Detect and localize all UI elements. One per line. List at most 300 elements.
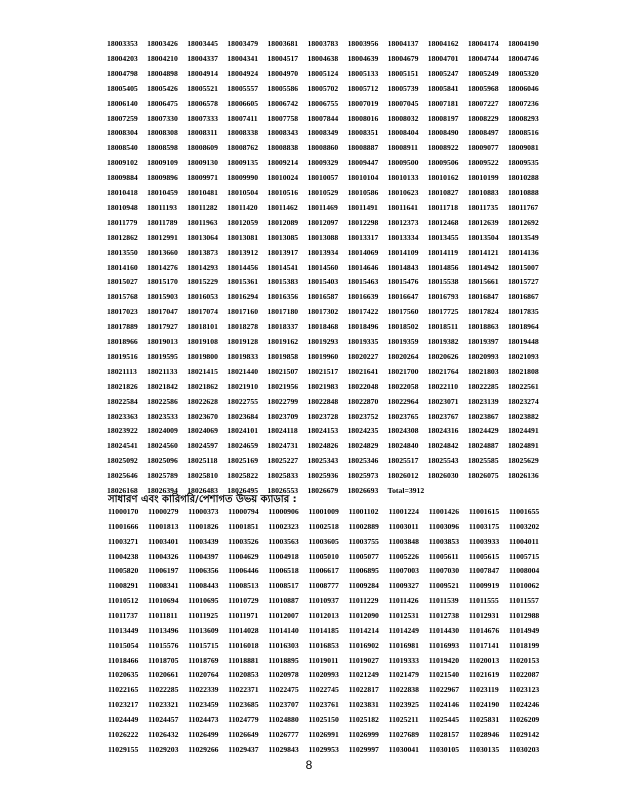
roll-number: 18021133 xyxy=(147,366,178,376)
roll-row xyxy=(107,336,548,348)
roll-number: 18024069 xyxy=(187,426,218,436)
roll-number: 18010104 xyxy=(347,173,379,183)
roll-number: 18006475 xyxy=(147,98,178,108)
roll-row xyxy=(107,276,548,288)
roll-number: 18021826 xyxy=(107,381,138,391)
roll-number: 11023925 xyxy=(388,700,419,710)
roll-number: 18017302 xyxy=(307,307,339,317)
roll-number: 18024009 xyxy=(147,426,178,436)
roll-number: 18012991 xyxy=(147,232,178,242)
roll-number: 11018769 xyxy=(188,655,219,665)
roll-number: 18011789 xyxy=(147,217,178,227)
roll-number: 18011282 xyxy=(187,202,218,212)
roll-number: 11005226 xyxy=(388,551,419,561)
roll-number: 11011426 xyxy=(388,596,419,606)
roll-number: 11001102 xyxy=(348,507,379,516)
roll-number: 18016793 xyxy=(427,292,459,302)
roll-number: 11018199 xyxy=(508,640,540,650)
roll-number: 18013064 xyxy=(187,232,218,242)
roll-number: 18008229 xyxy=(467,113,499,123)
roll-number: 18026168 xyxy=(107,486,138,495)
roll-number: 18010459 xyxy=(147,188,178,197)
roll-number: 18013085 xyxy=(267,232,299,242)
roll-row xyxy=(107,411,548,423)
roll-number: 18023867 xyxy=(467,411,499,421)
roll-number: 11010694 xyxy=(148,596,179,606)
roll-number: 18007844 xyxy=(307,113,339,123)
roll-number: 18005521 xyxy=(187,83,218,93)
roll-number: 18012089 xyxy=(267,217,299,227)
roll-number: 11001666 xyxy=(108,521,139,531)
roll-number: 18015661 xyxy=(467,277,499,287)
roll-number: 18007236 xyxy=(507,98,539,108)
roll-number: 18024101 xyxy=(227,426,259,436)
roll-number: 18025936 xyxy=(307,471,339,481)
roll-number: 11030135 xyxy=(468,744,500,754)
roll-number: 18015383 xyxy=(267,277,299,287)
roll-number: 18018101 xyxy=(187,322,218,332)
roll-number: 18023728 xyxy=(307,411,339,421)
roll-row xyxy=(108,565,549,577)
roll-number: 18021862 xyxy=(187,381,218,391)
roll-number: 18026495 xyxy=(227,486,259,495)
roll-row xyxy=(107,83,548,95)
roll-number: 11022838 xyxy=(388,685,419,695)
roll-number: 11011557 xyxy=(508,596,539,606)
roll-number: 18004924 xyxy=(227,68,259,78)
roll-number: 18024659 xyxy=(227,441,259,451)
roll-number: 18024308 xyxy=(387,426,419,436)
roll-number: 18015727 xyxy=(507,277,539,287)
roll-number: 18013917 xyxy=(267,247,299,257)
roll-number: 18025543 xyxy=(427,456,459,466)
roll-number: 18008349 xyxy=(307,128,339,138)
roll-number: 18013549 xyxy=(507,232,539,242)
roll-number: 18009109 xyxy=(147,158,178,168)
roll-number: 18004639 xyxy=(347,53,379,63)
roll-number: 18009506 xyxy=(427,158,459,168)
roll-number: 18008343 xyxy=(267,128,299,138)
roll-number: 11023685 xyxy=(228,700,259,710)
roll-number: 11002889 xyxy=(348,521,379,531)
roll-number: 18017160 xyxy=(227,307,259,317)
roll-number: 18022848 xyxy=(307,396,339,406)
roll-number: 11008004 xyxy=(508,566,540,576)
roll-number: 18008516 xyxy=(507,128,539,138)
roll-number: 11025211 xyxy=(388,714,419,724)
roll-number: 18008609 xyxy=(187,143,218,153)
roll-number: 18007045 xyxy=(387,98,419,108)
roll-number: 11023459 xyxy=(188,700,219,710)
roll-number: 11003175 xyxy=(468,521,500,531)
roll-number: 11022165 xyxy=(108,685,139,695)
roll-number: 11005715 xyxy=(508,551,540,561)
roll-number: 18013317 xyxy=(347,232,379,242)
roll-number: 18019595 xyxy=(147,351,178,361)
roll-number: 18014293 xyxy=(187,262,218,272)
roll-number: 18015476 xyxy=(387,277,419,287)
roll-number: 18012692 xyxy=(507,217,539,227)
section-heading-general-and-technical-cadre: সাধারণ এবং কারিগরি/পেশাগত উভয় ক্যাডার : xyxy=(108,494,297,505)
roll-number: 18021808 xyxy=(507,366,539,376)
roll-number: 18004210 xyxy=(147,53,178,63)
roll-number: 18025810 xyxy=(187,471,218,481)
roll-number: 18025092 xyxy=(107,456,138,466)
roll-number: 18005702 xyxy=(307,83,339,93)
roll-number: 18021983 xyxy=(307,381,339,391)
roll-number: 18014121 xyxy=(467,247,499,257)
roll-number: 11014028 xyxy=(228,625,259,635)
roll-number: 18016053 xyxy=(187,292,218,302)
roll-number: 18013334 xyxy=(387,232,419,242)
roll-number: 18015903 xyxy=(147,292,178,302)
roll-number: 18019516 xyxy=(107,351,138,361)
roll-number: 18008838 xyxy=(267,143,299,153)
roll-number: 11022285 xyxy=(148,685,179,695)
roll-number: 18014160 xyxy=(107,262,138,272)
roll-row xyxy=(108,684,549,696)
roll-number: 18012059 xyxy=(227,217,259,227)
roll-number: 11009284 xyxy=(348,581,379,591)
roll-number: 18015538 xyxy=(427,277,459,287)
roll-number: 11029843 xyxy=(268,744,299,754)
roll-number: 18026394 xyxy=(147,486,178,495)
roll-number: 18013455 xyxy=(427,232,459,242)
roll-number: 18008304 xyxy=(107,128,138,138)
roll-number: 11016018 xyxy=(228,640,259,650)
roll-number: 11008517 xyxy=(268,581,299,591)
roll-number: 18010827 xyxy=(427,188,459,197)
roll-number: 11012738 xyxy=(428,610,460,620)
roll-number: 18026012 xyxy=(387,471,419,481)
roll-number: 11012988 xyxy=(508,610,540,620)
roll-number: 18021956 xyxy=(267,381,299,391)
roll-number: 18004914 xyxy=(187,68,218,78)
roll-number: 18006140 xyxy=(107,98,138,108)
roll-number: 11007003 xyxy=(388,566,419,576)
roll-number: 18010133 xyxy=(387,173,419,183)
roll-number: 11011229 xyxy=(348,596,379,606)
roll-number: 11004238 xyxy=(108,551,139,561)
roll-number: 18004638 xyxy=(307,53,339,63)
roll-number: 11005611 xyxy=(428,551,459,561)
roll-number: 18007181 xyxy=(427,98,459,108)
roll-number: 11008443 xyxy=(188,581,219,591)
roll-number: 18015007 xyxy=(507,262,539,272)
roll-number: 18014541 xyxy=(267,262,299,272)
roll-number: 18008404 xyxy=(387,128,419,138)
roll-number: 18010199 xyxy=(467,173,499,183)
roll-number: 18008911 xyxy=(387,143,418,153)
roll-number: 11013609 xyxy=(188,625,219,635)
roll-number: 11016303 xyxy=(268,640,299,650)
roll-number: 18010516 xyxy=(267,188,299,197)
roll-number: 11014140 xyxy=(268,625,299,635)
roll-number: 18017835 xyxy=(507,307,539,317)
roll-number: 18023882 xyxy=(507,411,539,421)
roll-number: 18007330 xyxy=(147,113,178,123)
roll-number: 18008762 xyxy=(227,143,259,153)
roll-number: 11024449 xyxy=(108,714,139,724)
roll-number: 18010418 xyxy=(107,188,138,197)
roll-row xyxy=(107,291,548,303)
roll-number: 11012007 xyxy=(268,610,299,620)
roll-number: 11001224 xyxy=(388,507,419,516)
roll-row xyxy=(107,306,548,318)
roll-row xyxy=(107,425,548,437)
roll-row xyxy=(108,506,549,518)
roll-number: 11024190 xyxy=(468,700,500,710)
roll-number: 18019359 xyxy=(387,337,419,346)
roll-number: 11002323 xyxy=(268,521,299,531)
roll-number: 11001655 xyxy=(508,507,540,516)
roll-number: 11020853 xyxy=(228,670,259,680)
roll-number: 18023752 xyxy=(347,411,379,421)
roll-number: 18005557 xyxy=(227,83,259,93)
roll-number: 18005133 xyxy=(347,68,379,78)
roll-row xyxy=(108,744,549,756)
roll-number: 11005010 xyxy=(308,551,339,561)
roll-row xyxy=(107,202,548,214)
roll-number: 11010729 xyxy=(228,596,259,606)
roll-number: 18009522 xyxy=(467,158,499,168)
roll-number: 11014430 xyxy=(428,625,460,635)
roll-number: 11022339 xyxy=(188,685,219,695)
roll-number: 18018468 xyxy=(307,322,339,332)
roll-number: 18018278 xyxy=(227,322,259,332)
roll-number: 11001009 xyxy=(308,507,339,516)
roll-number: 18013912 xyxy=(227,247,259,257)
roll-number: 18003681 xyxy=(267,39,299,48)
roll-number: 11026991 xyxy=(308,729,339,739)
roll-number: 18006742 xyxy=(267,98,299,108)
roll-number: 18019013 xyxy=(147,337,178,346)
roll-number: 18021093 xyxy=(507,351,539,361)
roll-number: 18021764 xyxy=(427,366,459,376)
roll-row xyxy=(107,396,548,408)
roll-number: 11026499 xyxy=(188,729,219,739)
roll-number: 18022285 xyxy=(467,381,499,391)
roll-number: 11008291 xyxy=(108,581,139,591)
page-number: 8 xyxy=(305,758,313,772)
roll-number: 18003956 xyxy=(347,39,379,48)
roll-number: 18017422 xyxy=(347,307,379,317)
roll-number: 11003271 xyxy=(108,536,139,546)
roll-number: 11004629 xyxy=(228,551,259,561)
roll-number: 11023321 xyxy=(148,700,179,710)
roll-number: 18011491 xyxy=(347,202,378,212)
roll-number: 18019382 xyxy=(427,337,459,346)
roll-number: 18015027 xyxy=(107,277,138,287)
roll-number: 11024473 xyxy=(188,714,219,724)
roll-number: 11030203 xyxy=(508,744,540,754)
roll-number: 18008540 xyxy=(107,143,138,153)
roll-row xyxy=(107,351,548,363)
roll-row xyxy=(107,68,548,80)
roll-number: 11023761 xyxy=(308,700,339,710)
roll-number: 11023119 xyxy=(468,685,499,695)
roll-number: 18004744 xyxy=(467,53,499,63)
roll-number: 18023533 xyxy=(147,411,178,421)
roll-number: 11004326 xyxy=(148,551,179,561)
roll-number: 18016847 xyxy=(467,292,499,302)
roll-number: 11020661 xyxy=(148,670,179,680)
roll-number: 18025169 xyxy=(227,456,259,466)
roll-number: 11023707 xyxy=(268,700,299,710)
roll-number: 18016647 xyxy=(387,292,419,302)
roll-number: 18023274 xyxy=(507,396,539,406)
roll-number: 11017141 xyxy=(468,640,500,650)
roll-number: 11010512 xyxy=(108,596,139,606)
roll-number: 18009896 xyxy=(147,173,178,183)
roll-number: 11011811 xyxy=(148,610,178,620)
roll-number: 18013660 xyxy=(147,247,178,257)
roll-number: 11006446 xyxy=(228,566,259,576)
roll-number: 11022817 xyxy=(348,685,379,695)
roll-number: 18009329 xyxy=(307,158,339,168)
roll-number: 11014949 xyxy=(508,625,540,635)
roll-number: 11001851 xyxy=(228,521,259,531)
roll-number: 11012013 xyxy=(308,610,339,620)
roll-number: 18006755 xyxy=(307,98,339,108)
roll-number: 18022799 xyxy=(267,396,299,406)
roll-number: 18004746 xyxy=(507,53,539,63)
roll-number: 18005586 xyxy=(267,83,299,93)
roll-number: 18009102 xyxy=(107,158,138,168)
roll-number: 18010288 xyxy=(507,173,539,183)
roll-number: 18010888 xyxy=(507,188,539,197)
roll-number: 18025585 xyxy=(467,456,499,466)
roll-number: 18008197 xyxy=(427,113,459,123)
roll-number: 18025822 xyxy=(227,471,259,481)
roll-number: 11012090 xyxy=(348,610,379,620)
roll-number: 18003479 xyxy=(227,39,259,48)
roll-number: 11016981 xyxy=(388,640,419,650)
roll-number: 18017560 xyxy=(387,307,419,317)
roll-number: 11012931 xyxy=(468,610,500,620)
roll-number: 11015054 xyxy=(108,640,139,650)
roll-number: 18023709 xyxy=(267,411,299,421)
roll-row xyxy=(108,521,549,533)
roll-number: 11003401 xyxy=(148,536,179,546)
roll-number: 18014119 xyxy=(427,247,459,257)
roll-number: 11027689 xyxy=(388,729,419,739)
roll-number: 11016902 xyxy=(348,640,379,650)
roll-number: 11002518 xyxy=(308,521,339,531)
roll-number: 11013449 xyxy=(108,625,139,635)
roll-number: 18005841 xyxy=(427,83,459,93)
roll-number: 11029203 xyxy=(148,744,179,754)
roll-number: 18019397 xyxy=(467,337,499,346)
roll-number: 11018466 xyxy=(108,655,139,665)
roll-number: 18026030 xyxy=(427,471,459,481)
roll-number: 18012862 xyxy=(107,232,138,242)
roll-number: 18018511 xyxy=(427,322,459,332)
roll-number: 11028157 xyxy=(428,729,460,739)
roll-number: 18018863 xyxy=(467,322,499,332)
roll-number: 18023139 xyxy=(467,396,499,406)
roll-row xyxy=(107,142,548,154)
roll-number: 18014109 xyxy=(387,247,419,257)
roll-number: 18008922 xyxy=(427,143,459,153)
roll-number: 18015403 xyxy=(307,277,339,287)
roll-number: 18008016 xyxy=(347,113,379,123)
roll-number: 18010481 xyxy=(187,188,218,197)
roll-number: 18019448 xyxy=(507,337,539,346)
roll-number: 18019800 xyxy=(187,351,218,361)
roll-number: 18005739 xyxy=(387,83,419,93)
roll-number: 11021479 xyxy=(388,670,419,680)
roll-number: 11026209 xyxy=(508,714,540,724)
roll-number: 18010057 xyxy=(307,173,339,183)
roll-number: 18004162 xyxy=(427,39,459,48)
roll-number: 18010948 xyxy=(107,202,138,212)
roll-number: 11024457 xyxy=(148,714,179,724)
roll-number: 18006605 xyxy=(227,98,259,108)
roll-number: 18017180 xyxy=(267,307,299,317)
roll-number: 18008490 xyxy=(427,128,459,138)
roll-number: 18008338 xyxy=(227,128,259,138)
roll-number: 18025096 xyxy=(147,456,178,466)
roll-number: 18023765 xyxy=(387,411,419,421)
roll-number: 11009919 xyxy=(468,581,500,591)
roll-number: 18007411 xyxy=(227,113,258,123)
roll-number: 11003011 xyxy=(388,521,419,531)
roll-number: 18010623 xyxy=(387,188,419,197)
roll-number: 11020993 xyxy=(308,670,339,680)
roll-row xyxy=(108,625,549,637)
roll-number: 18004701 xyxy=(427,53,459,63)
roll-number: 18026136 xyxy=(507,471,539,481)
roll-number: 11026432 xyxy=(148,729,179,739)
roll-number: 11025182 xyxy=(348,714,379,724)
roll-number: 11007030 xyxy=(428,566,460,576)
roll-number: 18008351 xyxy=(347,128,379,138)
roll-row xyxy=(107,440,548,452)
roll-number: 18004341 xyxy=(227,53,259,63)
roll-number: 18024560 xyxy=(147,441,178,451)
roll-row xyxy=(108,551,549,563)
roll-number: 18005968 xyxy=(467,83,499,93)
roll-number: 18025646 xyxy=(107,471,138,481)
roll-number: 11005615 xyxy=(468,551,500,561)
roll-number: 18024842 xyxy=(427,441,459,451)
roll-number: 11025150 xyxy=(308,714,339,724)
roll-number: 18007227 xyxy=(467,98,499,108)
roll-number: 18021700 xyxy=(387,366,419,376)
roll-number: 18004898 xyxy=(147,68,178,78)
roll-number: 11023217 xyxy=(108,700,139,710)
roll-number: 11000906 xyxy=(268,507,299,516)
roll-number: 18019162 xyxy=(267,337,299,346)
roll-number: 11014249 xyxy=(388,625,419,635)
roll-number: 18014276 xyxy=(147,262,178,272)
roll-number: 18009971 xyxy=(187,173,218,183)
roll-number: 11014214 xyxy=(348,625,379,635)
roll-number: 18021842 xyxy=(147,381,178,391)
roll-number: 18004679 xyxy=(387,53,419,63)
roll-number: 11020635 xyxy=(108,670,139,680)
roll-number: 18013504 xyxy=(467,232,499,242)
roll-number: 11024146 xyxy=(428,700,460,710)
roll-number: 18008308 xyxy=(147,128,178,138)
roll-number: 11018881 xyxy=(228,655,259,665)
roll-row xyxy=(107,455,548,467)
roll-number: 11021249 xyxy=(348,670,379,680)
roll-number: 18020993 xyxy=(467,351,499,361)
roll-number: 18018966 xyxy=(107,337,138,346)
roll-row xyxy=(107,366,548,378)
